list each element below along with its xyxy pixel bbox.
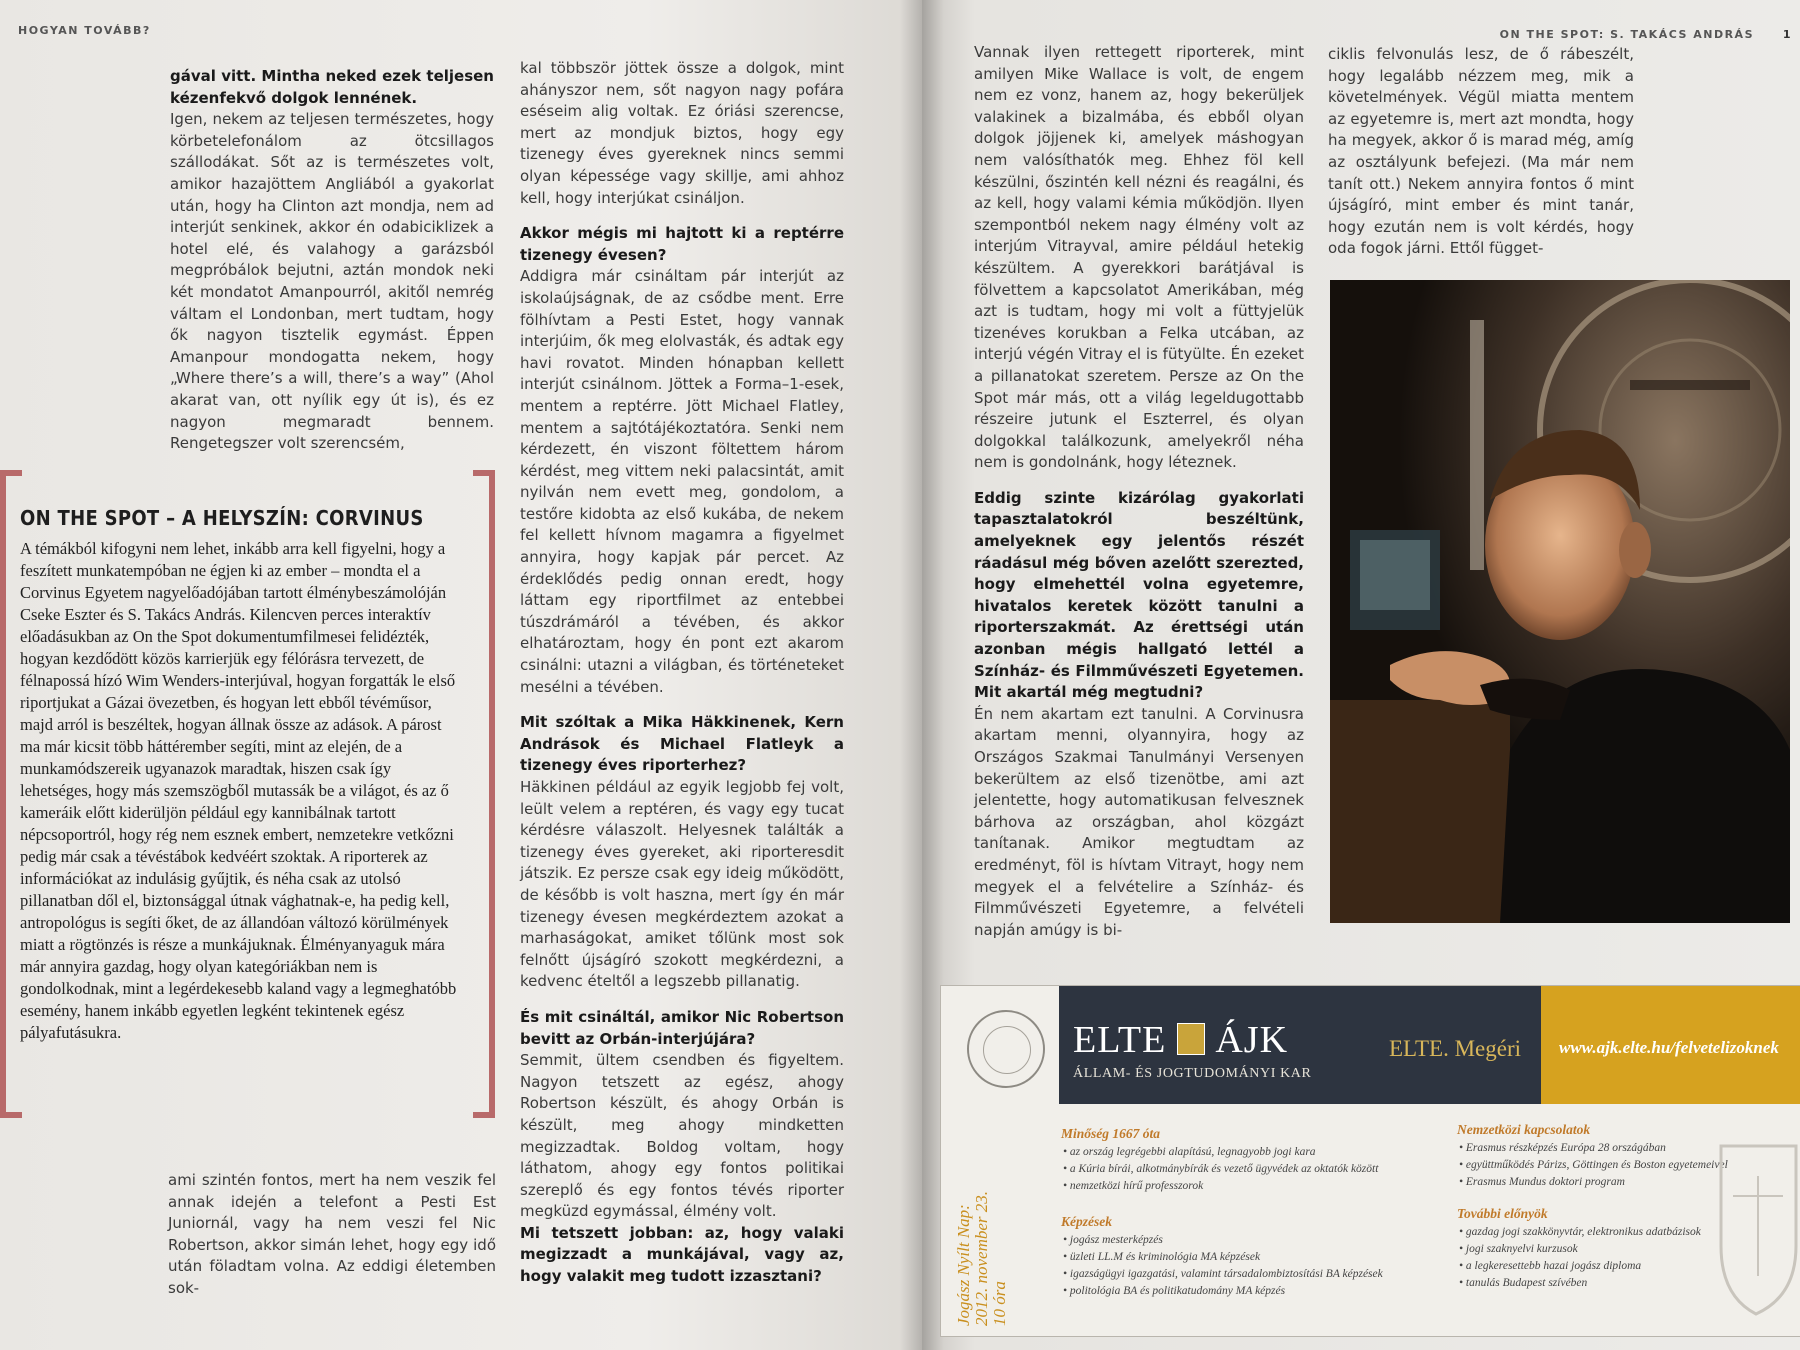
crest-icon [1177,1023,1205,1055]
ad-section-title: Minőség 1667 óta [1061,1126,1161,1141]
ad-subtitle: ÁLLAM- ÉS JOGTUDOMÁNYI KAR [1073,1066,1312,1081]
answer-text: Vannak ilyen rettegett riporterek, mint amilyen Mike Wallace is volt, de engem nem ez vonz, hanem az, hogy bekerüljek valakinek a bizalmába, és ebből olyan dolgok jöjjenek ki, amelyek máshogyan nem valósíthatók meg. Ehhez föl kell készülni, őszintén kell nézni és reagálni, és az kell, hogy valami kémia működjön. Ilyen szempontból nekem nagy élmény volt az interjúm Vitrayval, amire például hetekig készültem. A gyerekkori barátjával is fölvettem a kapcsolatot Amerikában, még azt is tudtam, hogy mi volt a füttyjelük tizenéves korukban a Felka utcában, az interjú végén Vitray el is fütyülte. Én ezeket a pillanatokat szeretem. Persze az On the Spot már más, ott a világ legeldugottabb részeire jutunk el Eszterrel, és olyan dolgokkal találkozunk, amelyekről néha nem is gondolnánk, hogy léteznek. [974,43,1304,472]
spine-shadow [900,0,944,1350]
answer-text: Én nem akartam ezt tanulni. A Corvinusra akartam menni, olyannyira, hogy az Országos Szakmai Tanulmányi Versenyen bekerültem az első tizenötbe, ami azt jelentette, hogy automatikusan felvesznek bárhova az országban, ahol közgázt tanítanak. Amikor megtudtam az eredményt, föl is hívtam Vitrayt, hogy nem megyek el a felvételire a Színház- és Filmművészeti Egyetemre, a felvételi napján amúgy is bi- [974,704,1304,939]
ad-section-title: Képzések [1061,1214,1112,1229]
box-body-text: A témákból kifogyni nem lehet, inkább arra kell figyelni, hogy a feszített munkatempóban ne égjen ki az ember – mondta el a Corvinus Egyetem nagyelőadójában tartott élménybeszámolóján Cseke Eszter és S. Takács András. Kilencven perces interaktív előadásukban az On the Spot dokumentumfilmesei felidézték, hogyan kezdődött közös karrierjük egy félórásra tervezett, de félnapossá hízó Wim Wenders-interjúval, hogyan forgatták le első riportjukat a Gázai övezetben, és hogyan lett ebből tévéműsor, majd arról is beszéltek, hogyan állnak össze az adások. A párost ma már kicsit több háttérember segíti, mint az elején, de a munkamódszereik ugyanazok maradtak, hiszen csak így lehetséges, hogy más szemszögből mutassák be a világot, és az ő kameráik előtt kiderüljön például egy kannibálnak tartott népcsoportról, hogy rég nem esznek embert, nemzetekre vetkőzni pedig már csak a tévéstábok kedvéért szoktak. A riporterek az információkat az indulásig gyűjtik, és néha csak az utolsó pillanatban dől el, biztonsággal útnak vághatnak-e, ha pedig kell, antropológus is segíti őket, de az állandóan változó körülmények miatt a rögtönzés is része a munkájuknak. Élményanyaguk mára már annyira gazdag, hogy olyan kategóriákban nem is gondolkodnak, mint a legérdekesebb kaland vagy a legmeghatóbb esemény, hanem inkább egyetlen legként tekintenek egész pályafutásukra. [20,539,457,1042]
question-text: Eddig szinte kizárólag gyakorlati tapasztalatokról beszéltünk, amelyeknek egy jelentős részét ráadásul még bőven azelőtt szerezted, hogy elmehettél volna egyetemre, hivatalos keretek között tanulni a riporterszakmát. Az érettségi után azonban mégis hallgató lettél a Színház- és Filmművészeti Egyetemen. Mit akartál még megtudni? [974,488,1304,702]
answer-text: Addigra már csináltam pár interjút az iskolaújságnak, de az csődbe ment. Erre fölhívtam a Pesti Estet, hogy vannak interjúim, ők meg elolvasták, és adtak egy havi rovatot. Minden hónapban kellett interjút csinálnom. Jöttek a Forma–1-esek, mentem a reptérre. Jött Michael Flatley, mentem a sajtótájékoztatóra. Senki nem kérdezett, én viszont föltettem három kérdést, meg vittem neki palacsintát, amit nyilván nem evett meg, gondolom, a testőre kidobta az első kukába, de nekem fel kellett hívnom magamra a figyelmet annyira, hogy kapjak pár percet. Az érdeklődés pedig onnan eredt, hogy láttam egy riportfilmet az entebbei túszdrámáról a tévében, és akkor elhatároztam, hogy én pont ezt akarom csinálni: utazni a világban, és történeteket mesélni a tévében. [520,267,844,696]
question-text: Mi tetszett jobban: az, hogy valaki megizzadt a munkájával, vagy az, hogy valakit meg tudott izzasztani? [520,1223,844,1286]
ad-list-item: • gazdag jogi szakkönyvtár, elektronikus adatbázisok [1459,1224,1701,1241]
ad-url-link[interactable]: www.ajk.elte.hu/felvetelizoknek [1559,1038,1779,1057]
university-seal-icon [967,1010,1045,1088]
ad-list-item: • jogász mesterképzés [1063,1232,1383,1249]
running-header-right: ON THE SPOT: S. TAKÁCS ANDRÁS [1499,28,1754,41]
ad-list-item: • politológia BA és politikatudomány MA képzés [1063,1283,1383,1300]
ad-slogan: ELTE. Megéri [1389,1036,1522,1061]
ad-list-item: • a Kúria bírái, alkotmánybírák és vezető ügyvédek az oktatók között [1063,1161,1378,1178]
box-bracket-right [473,470,495,1118]
ad-url-band [1541,986,1800,1104]
question-text: Mit szóltak a Mika Häkkinenek, Kern Andrások és Michael Flatleyk a tizenegy éves riporterhez? [520,713,844,775]
page-number: 1 [1782,28,1792,41]
ad-list-item: • jogi szaknyelvi kurzusok [1459,1241,1701,1258]
justice-shield-icon [1711,1136,1800,1316]
ad-list-item: • az ország legrégebbi alapítású, legnagyobb jogi kara [1063,1144,1378,1161]
left-column-2 [520,58,844,1302]
right-column-1 [974,42,1304,955]
answer-text: Häkkinen például az egyik legjobb fej volt, leült velem a reptéren, és vagy egy tucat kérdésre válaszolt. Helyesnek találták a tizenegy éves gyereket, aki riporteresdit játszik. Ez persze csak egy ideig működött, de később is volt haszna, mert így én már tizenegy évesen megkérdeztem azokat a marhaságokat, amiket tőlünk most sok felnőtt újságíró szokott megkérdezni, a kedvenc ételtől a legszebb pillanatig. [520,778,844,991]
open-day-text [955,1191,1009,1326]
ad-logo [1073,1018,1288,1062]
box-title: ON THE SPOT – A HELYSZÍN: CORVINUS [20,506,424,530]
portrait-photo-graphic [1330,280,1790,923]
ad-list-item: • nemzetközi hírű professzorok [1063,1178,1378,1195]
left-column-1-top [170,66,494,455]
ad-list-item: • Erasmus Mundus doktori program [1459,1174,1728,1191]
ad-list-item: • a legkeresettebb hazai jogász diploma [1459,1258,1701,1275]
ad-section-title: Nemzetközi kapcsolatok [1457,1122,1591,1137]
ad-logo-elte: ELTE [1073,1019,1167,1061]
question-text: És mit csináltál, amikor Nic Robertson bevitt az Orbán-interjújára? [520,1007,844,1048]
ad-logo-ajk: ÁJK [1215,1019,1289,1061]
ad-section-list [1063,1144,1378,1195]
open-day-line: 2012. november 23. [972,1190,991,1326]
box-bracket-left [0,470,22,1118]
ad-section-list [1459,1224,1701,1292]
ad-section-title: További előnyök [1457,1206,1548,1221]
ad-list-item: • üzleti LL.M és kriminológia MA képzések [1063,1249,1383,1266]
running-header-left: HOGYAN TOVÁBB? [18,24,151,37]
ad-section-list [1063,1232,1383,1300]
ad-list-item: • együttműködés Párizs, Göttingen és Boston egyetemeivel [1459,1157,1728,1174]
left-column-1-bottom: ami szintén fontos, mert ha nem veszik fel annak idején a telefont a Pesti Est Juniornál, vagy ha nem veszi fel Nic Robertson, akkor simán lehet, hogy egy idő után föladtam volna. Az eddigi életemben sok- [168,1171,496,1297]
question-text: gával vitt. Mintha neked ezek teljesen kézenfekvő dolgok lennének. [170,67,494,107]
portrait-photo [1330,280,1790,923]
elte-ajk-advertisement [940,985,1800,1337]
sidebar-box-corvinus [0,470,495,1118]
right-column-2: ciklis felvonulás lesz, de ő rábeszélt, hogy legalább nézzem meg, mik a követelmények. Végül miatta mentem az egyetemre is, mert azt mondta, hogy ha megyek, akkor ő is marad még, amíg az osztályunk befejezi. (Ma már nem tanít ott.) Nekem annyira fontos ő mint újságíró, mint ember és mint tanár, hogy ezután nem is volt kérdés, hogy oda fogok járni. Ettől függet- [1328,45,1634,258]
answer-text: Igen, nekem az teljesen természetes, hogy körbetelefonálom az ötcsillagos szállodákat. Sőt az is természetes volt, amikor hazajöttem Angliából a gyakorlat után, hogy ha Clinton azt mondja, nem ad interjút senkinek, akkor én odabiciklizek a hotel elé, és valahogy a garázsból megpróbálok bejutni, aztán mondok neki két mondatot Amanpourról, akitől nemrég váltam el Londonban, mert tudtam, hogy ők nagyon tisztelik egymást. Éppen Amanpour mondogatta nekem, hogy „Where there’s a will, there’s a way” (Ahol akarat van, ott nyílik egy út is), és ez nagyon megmaradt bennem. Rengetegszer volt szerencsém, [170,110,494,453]
open-day-line: Jogász Nyílt Nap: [954,1204,973,1326]
ad-list-item: • Erasmus részképzés Európa 28 országában [1459,1140,1728,1157]
answer-text: kal többször jöttek össze a dolgok, mint ahányszor nem, sőt nagyon nagy pofára eséseim alig voltak. Ez óriási szerencse, mert az mondjuk biztos, hogy egy tizenegy éves gyereknek nincs semmi olyan képessége vagy skillje, ami ahhoz kell, hogy interjúkat csináljon. [520,59,844,207]
question-text: Akkor mégis mi hajtott ki a reptérre tizenegy évesen? [520,224,844,264]
open-day-line: 10 óra [990,1281,1009,1326]
answer-text: Semmit, ültem csendben és figyeltem. Nagyon tetszett az egész, ahogy Robertson készült, és ahogy Orbán is készült, meg ahogy mindketten megizzadtak. Boldog voltam, hogy láthatom, ahogy egy fontos politikai szereplő és egy fontos tévés riporter megküzd egymással, élmény volt. [520,1051,844,1221]
ad-list-item: • igazságügyi igazgatási, valamint társadalombiztosítási BA képzések [1063,1266,1383,1283]
ad-list-item: • tanulás Budapest szívében [1459,1275,1701,1292]
ad-section-list [1459,1140,1728,1191]
